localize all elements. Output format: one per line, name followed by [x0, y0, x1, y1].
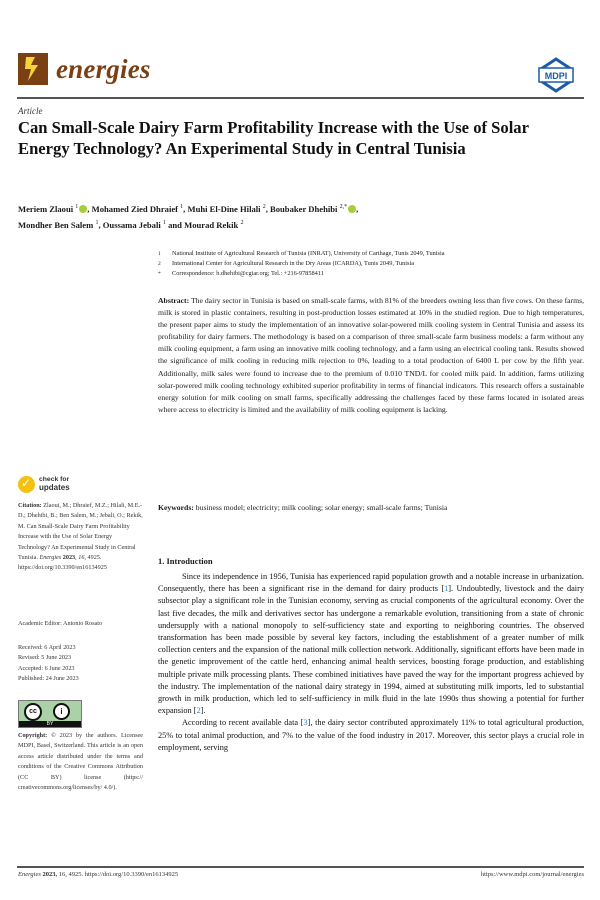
- author-name[interactable]: Boubaker Dhehibi: [269, 203, 338, 214]
- academic-editor: Academic Editor: Antonio Rosato: [18, 620, 103, 627]
- footer-journal: Energies: [18, 871, 41, 878]
- author-name[interactable]: Muhi El-Dine Hilali: [187, 203, 261, 214]
- author-affiliation-mark: 2,*: [339, 204, 348, 210]
- date-published: Published: 24 June 2023: [18, 675, 79, 683]
- by-label: BY: [19, 721, 81, 727]
- author-name[interactable]: Mohamed Zied Dhraief: [91, 203, 179, 214]
- text-run: ].: [200, 706, 206, 716]
- abstract-label: Abstract:: [158, 296, 190, 305]
- citation: Citation: Zlaoui, M.; Dhraief, M.Z.; Hilali, M.E.-D.; Dhehibi, B.; Ben Salem, M.; Jebali, O.; Rekik, M. Can Small-Scale Dairy Farm Profitability Increase with the Use of Solar Energy Technology? An Experimental Study in Central Tunisia. Energies 2023, 16, 4925. https://doi.org/10.3390/en16134925: [18, 502, 143, 572]
- affiliation-mark: *: [158, 271, 161, 277]
- keywords-text: business model; electricity; milk cooling; solar energy; small-scale farms; Tunisia: [195, 503, 448, 512]
- author-separator: ,: [183, 203, 188, 214]
- text-run: ]. Undoubtedly, livestock and the dairy subsector play a significant role in the Tunisian economy, serving as crucial components of the agricultural economy. Over the last five decades, the milk and derivatives sector has undergone a remarkable evolution, transitioning from a state of chronic undersupply with a national monopoly to self-sufficiency state and exporting to neighboring countries. The observed transformation has been made possible by several key factors, including the establishment of a greater number of milk collection centers and the expansion of the national milk collection network. Additionally, significant efforts have been made in the genetic improvement of the cattle herd, enhancing animal health services, boosting forage production, and establishing multiple private milk processing plants. These combined initiatives have paved the way for the important progress achieved by the industry. The implementation of the national dairy strategy in 1994, aimed at substituting milk imports, led to substantial growth in milk production, which led to self-sufficiency in milk fluid in the late 1990s thus showing a potential for further expansion [: [158, 584, 584, 716]
- affiliation-mark: 2: [158, 261, 161, 267]
- paragraph: [158, 717, 584, 754]
- author-separator: ,: [356, 203, 359, 214]
- author-name[interactable]: Mondher Ben Salem: [18, 219, 94, 230]
- journal-name: energies: [56, 54, 151, 84]
- orcid-icon[interactable]: [348, 203, 359, 214]
- date-revised: Revised: 5 June 2023: [18, 654, 72, 662]
- affiliation-text: National Institute of Agricultural Research of Tunisia (INRAT), University of Carthage, Tunis 2049, Tunisia: [172, 250, 445, 257]
- author-separator: ,: [98, 219, 103, 230]
- affiliation-2: [158, 259, 588, 269]
- copyright-text: © 2023 by the authors. Licensee MDPI, Basel, Switzerland. This article is an open access article distributed under the terms and conditions of the Creative Commons Attribution (CC BY) license (https:// creativecommons.org/licenses/by/ 4.0/).: [18, 732, 143, 792]
- check-for-label: check for: [39, 476, 70, 483]
- correspondence: [158, 269, 588, 279]
- author-separator: ,: [87, 203, 92, 214]
- author-name[interactable]: Oussama Jebali: [102, 219, 161, 230]
- copyright-notice: [18, 731, 143, 793]
- checkmark-icon: ✓: [21, 476, 32, 490]
- keywords: [158, 502, 584, 514]
- author-affiliation-mark: 2: [240, 219, 244, 226]
- author-affiliation-mark: 1: [75, 204, 79, 210]
- journal-logo: [18, 53, 48, 85]
- author-name[interactable]: Meriem Zlaoui: [18, 203, 74, 214]
- author-list: [18, 200, 578, 232]
- citation-text: Zlaoui, M.; Dhraief, M.Z.; Hilali, M.E.-D.; Dhehibi, B.; Ben Salem, M.; Jebali, O.; Rekik, M. Can Small-Scale Dairy Farm Profitability Increase with the Use of Solar Energy Technology? An Experimental Study in Central Tunisia.: [18, 502, 143, 562]
- introduction-body: [158, 571, 584, 754]
- author-affiliation-mark: 1: [95, 219, 99, 226]
- footer-year: 2023,: [42, 871, 58, 878]
- keywords-label: Keywords:: [158, 503, 194, 512]
- reference-link[interactable]: 3: [303, 718, 308, 728]
- text-run: ], the dairy sector contributed approximately 11% to total agricultural production, 25% to total animal production, and 7% to the value of the food industry in 2017. Moreover, this sector plays a crucial role in employment, serving: [158, 718, 584, 752]
- mdpi-logo: [537, 55, 575, 95]
- affiliations: [158, 249, 588, 279]
- reference-link[interactable]: 1: [444, 584, 449, 594]
- paper-title: Can Small-Scale Dairy Farm Profitability Increase with the Use of Solar Energy Technology? An Experimental Study in Central Tunisia: [18, 118, 529, 158]
- cc-icon: cc: [24, 703, 42, 721]
- affiliation-text: International Center for Agricultural Research in the Dry Areas (ICARDA), Tunis 2049, Tunisia: [172, 260, 415, 267]
- section-heading: 1. Introduction: [158, 556, 213, 566]
- affiliation-mark: 1: [158, 251, 161, 257]
- reference-link[interactable]: 2: [196, 706, 201, 716]
- svg-text:MDPI: MDPI: [544, 71, 568, 81]
- abstract: [158, 295, 584, 416]
- citation-volume: 16,: [78, 554, 86, 562]
- publication-dates: [18, 643, 143, 685]
- check-for-updates-badge[interactable]: [18, 474, 78, 496]
- footer-doi[interactable]: 16, 4925. https://doi.org/10.3390/en16134925: [58, 871, 179, 878]
- date-accepted: Accepted: 6 June 2023: [18, 664, 75, 672]
- citation-journal: Energies: [39, 554, 62, 562]
- author-affiliation-mark: 2: [262, 204, 266, 210]
- author-separator: ,: [265, 203, 270, 214]
- citation-year: 2023: [62, 554, 76, 562]
- abstract-text: The dairy sector in Tunisia is based on small-scale farms, with 81% of the breeders owning less than five cows. On these farms, milk is stored in plastic containers, resulting in post-production losses estimated at 10% in the studied region. Due to high temperatures, the present paper aims to study the implementation of an innovative solar-powered milk cooling system in Central Tunisia and assess its profitability for dairy farmers. The methodology is based on a comparison of three small-scale farm business models: a farm without any milk cooling equipment, a farm using an innovative milk cooling technology, and a farm using an electrical cooling tank. Results showed the significance of milk cooling in reducing milk rejection to 0%, leading to a total production of 6400 L per cow by the fifth year. Additionally, milk sales were found to increase due to the premium of 0.010 TND/L for cooled milk paid. In addition, farms utilizing solar-powered milk cooling technology exhibited superior profitability in terms of financial indicators. This research offers a sustainable energy solution for milk cooling on small farms, specifically addressing the challenges faced by these farms located in isolated areas where access to electricity is limited and the availability of milk cooling equipment is lacking.: [158, 296, 585, 414]
- text-run: Since its independence in 1956, Tunisia has experienced rapid population growth and a notable increase in urbanization. Consequently, there has been a significant rise in the demand for dairy products [: [158, 572, 584, 594]
- attribution-person-icon: i: [53, 703, 70, 720]
- footer-citation: [18, 871, 178, 878]
- footer-divider: [17, 866, 584, 868]
- lightning-bolt-icon: [18, 53, 48, 85]
- author-separator: and: [165, 219, 185, 230]
- updates-label: updates: [39, 482, 70, 492]
- citation-doi[interactable]: 4925. https://doi.org/10.3390/en16134925: [18, 554, 107, 572]
- article-type: Article: [18, 106, 43, 116]
- affiliation-1: [158, 249, 588, 259]
- cc-by-license-badge[interactable]: [18, 700, 82, 728]
- footer-journal-url[interactable]: https://www.mdpi.com/journal/energies: [480, 871, 584, 878]
- author-name[interactable]: Mourad Rekik: [184, 219, 239, 230]
- author-affiliation-mark: 1: [162, 219, 166, 226]
- date-received: Received: 6 April 2023: [18, 644, 76, 651]
- citation-label: Citation:: [18, 502, 42, 509]
- copyright-label: Copyright:: [18, 732, 48, 739]
- author-affiliation-mark: 1: [180, 204, 184, 210]
- text-run: According to recent available data [: [182, 718, 304, 728]
- header-divider: [17, 97, 584, 99]
- paragraph: [158, 571, 584, 717]
- correspondence-text[interactable]: Correspondence: b.dhehibi@cgiar.org; Tel.: +216-97858411: [172, 270, 324, 277]
